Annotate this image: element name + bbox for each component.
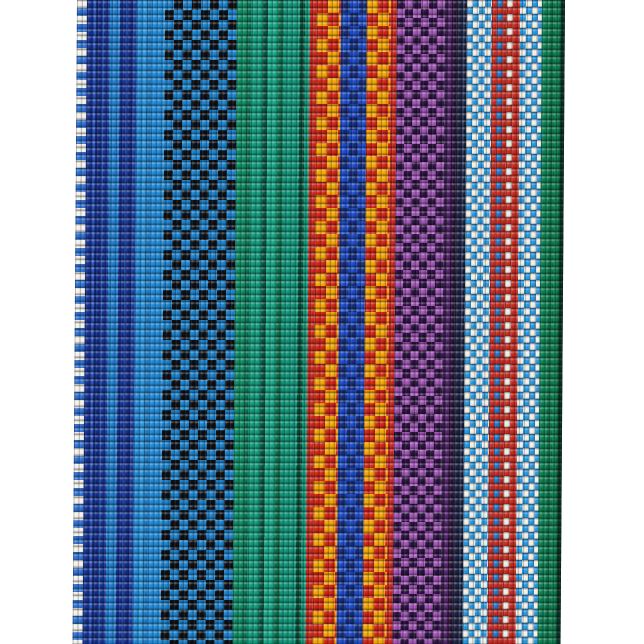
stripe-blue-black-checkerboard [161, 0, 237, 644]
stripe-teal-green-ribbed [233, 0, 310, 644]
stripe-purple-checkerboard [393, 0, 445, 644]
stripe-azure-wide [133, 0, 165, 644]
stripe-emerald-right-edge [538, 0, 565, 644]
stripe-red-blue-white-band [488, 0, 520, 644]
woven-fabric [73, 0, 565, 644]
